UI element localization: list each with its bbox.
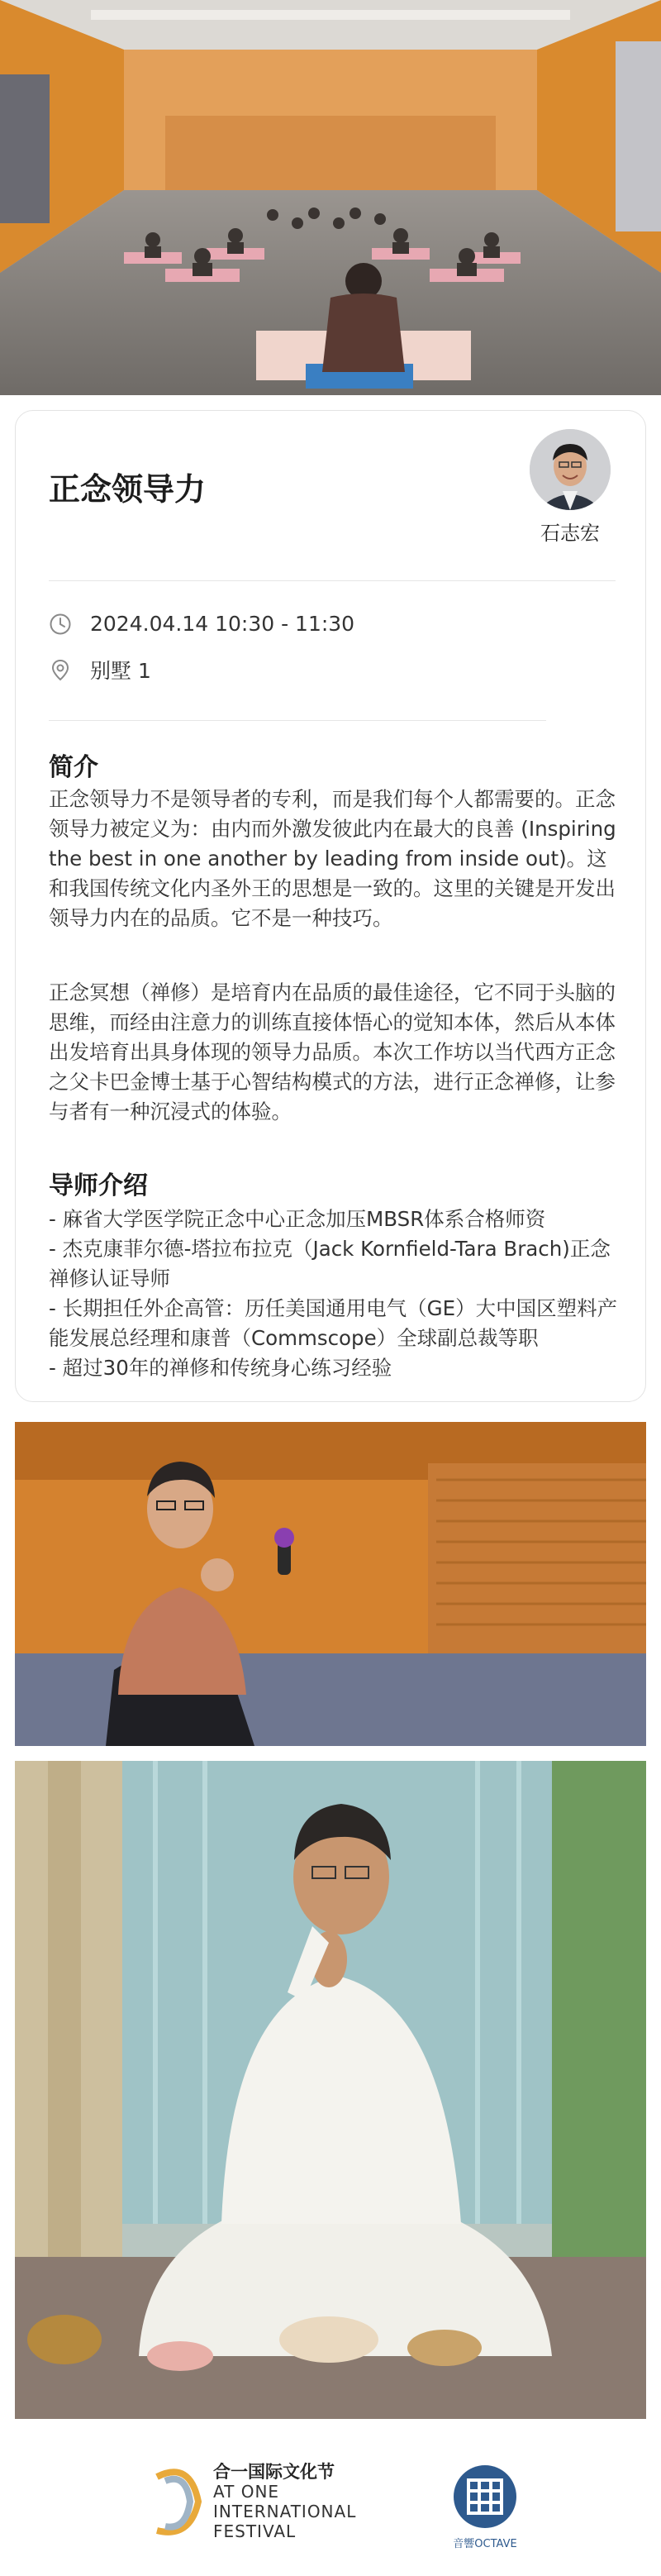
event-location: 别墅 1 [90,659,151,683]
intro-paragraph-2: 正念冥想（禅修）是培育内在品质的最佳途径，它不同于头脑的思维，而经由注意力的训练直接体悟心的觉知本体，然后从本体出发培育出具身体现的领导力品质。本次工作坊以当代西方正念之父卡巴金博士基于心智结构模式的方法，进行正念禅修，让参与者有一种沉浸式的体验。 [49,980,616,1123]
footer-logos [0,2431,661,2576]
festival-name-en-1: AT ONE [213,2482,280,2502]
festival-name-cn: 合一国际文化节 [213,2462,335,2482]
divider-top [49,580,616,581]
octave-label: 音響OCTAVE [453,2538,517,2550]
mentor-item: - 麻省大学医学院正念中心正念加压MBSR体系合格师资 [49,1207,546,1231]
mentor-item: - 杰克康菲尔德-塔拉布拉克（Jack Kornfield-Tara Brach)正念禅修认证导师 [49,1237,611,1290]
festival-name-en-3: FESTIVAL [213,2521,297,2541]
mentor-item: - 长期担任外企高管：历任美国通用电气（GE）大中国区塑料产能发展总经理和康普（Commscope）全球副总裁等职 [49,1296,618,1350]
clock-icon [49,613,72,636]
speaker-photo-1 [15,1422,646,1746]
mentor-list [49,1205,630,1383]
divider-middle [49,720,546,721]
event-datetime: 2024.04.14 10:30 - 11:30 [90,612,355,636]
event-location-row [49,655,151,685]
event-title: 正念领导力 [49,471,207,508]
festival-name [213,2462,356,2541]
hero-photo [0,0,661,395]
speaker-photo-2 [15,1761,646,2419]
location-pin-icon [49,658,72,681]
event-card [15,410,646,1402]
mentor-heading: 导师介绍 [49,1171,148,1200]
speaker-name: 石志宏 [540,522,600,545]
intro-heading: 简介 [49,753,98,782]
speaker-avatar [530,429,611,510]
octave-logo-icon [452,2464,518,2530]
mentor-item: - 超过30年的禅修和传统身心练习经验 [49,1356,392,1380]
event-datetime-row [49,612,354,636]
yoga-hall-image [0,0,661,395]
festival-name-en-2: INTERNATIONAL [213,2502,357,2521]
intro-paragraph-1: 正念领导力不是领导者的专利，而是我们每个人都需要的。正念领导力被定义为：由内而外激发彼此内在最大的良善 (Inspiring the best in one another by leading from inside out)。这和我国传统文化内圣外王的思想是一致的。这里的关键是开发出领导力内在的品质。它不是一种技巧。 [49,787,616,930]
at-one-festival-logo-icon [140,2460,205,2543]
